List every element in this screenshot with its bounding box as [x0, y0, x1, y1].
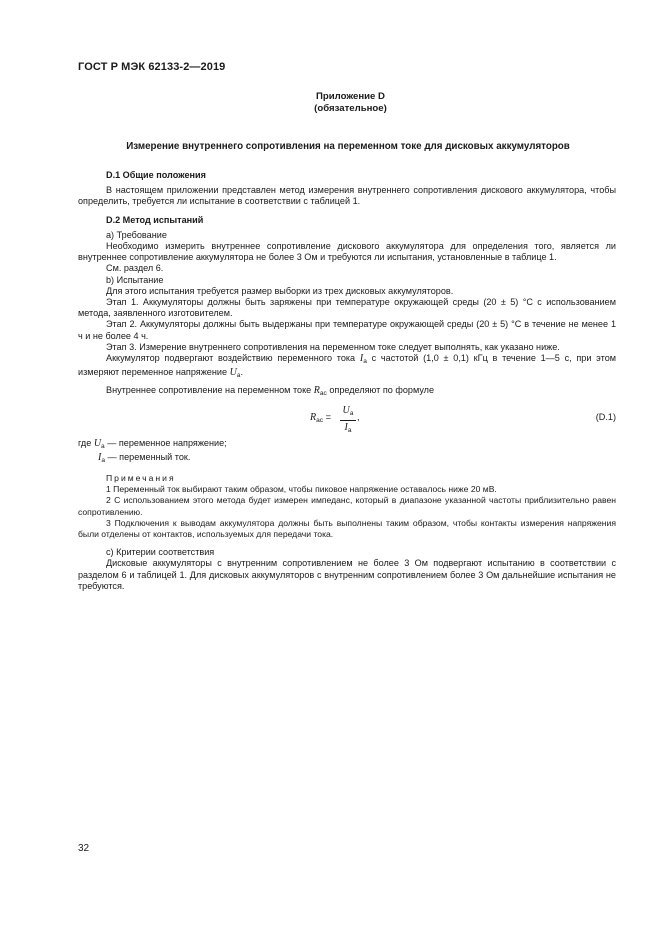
formula-intro: Внутреннее сопротивление на переменном токе $R_{ac}$ определяют по формуле — [106, 385, 435, 398]
document-body — [78, 170, 616, 592]
standard-header: ГОСТ Р МЭК 62133-2—2019 — [78, 61, 226, 73]
annex-status: (обязательное) — [314, 103, 387, 114]
formula-numerator: $U_a$ — [340, 404, 356, 421]
stage-3: Этап 3. Измерение внутреннего сопротивления на переменном токе следует выполнять, как указано ниже. — [106, 341, 560, 352]
annex-title: Приложение D — [316, 91, 385, 102]
item-b-text: Для этого испытания требуется размер выборки из трех дисковых аккумуляторов. — [106, 285, 454, 296]
section-d1-heading: D.1 Общие положения — [106, 170, 206, 180]
formula-lhs: $R_{ac}$ = — [310, 411, 332, 424]
page-number: 32 — [78, 843, 90, 854]
section-d1-text: В настоящем приложении представлен метод измерения внутреннего сопротивления дискового аккумулятора, чтобы определить, требуется ли испытание в соответствии с таблицей 1. — [78, 185, 616, 207]
apply-current-text: Аккумулятор подвергают воздействию переменного тока $I_a$ с частотой (1,0 ± 0,1) кГц в течение 1—5 с, при этом измеряют переменное напряжение $U_a$. — [78, 353, 616, 380]
formula-fraction — [340, 404, 356, 437]
where-u-line: где $U_a$ — переменное напряжение; — [78, 437, 227, 450]
notes-heading: Примечания — [106, 473, 176, 484]
item-a-text: Необходимо измерить внутреннее сопротивление дискового аккумулятора для определения того, является ли внутреннее сопротивление аккумулятора не более 3 Ом и требуются ли испытания, установленные в таблице 1. — [78, 241, 616, 263]
main-title: Измерение внутреннего сопротивления на переменном токе для дисковых аккумуляторов — [126, 141, 570, 152]
where-i-line: $I_a$ — переменный ток. — [98, 451, 191, 464]
formula-d1 — [78, 404, 616, 438]
item-a-heading: a) Требование — [106, 229, 167, 240]
item-b-heading: b) Испытание — [106, 274, 164, 285]
note-3: 3 Подключения к выводам аккумулятора должны быть выполнены таким образом, чтобы контакты измерения напряжения были отделены от контактов, используемых для передачи тока. — [78, 517, 616, 540]
item-a-ref: См. раздел 6. — [106, 263, 164, 274]
stage-2: Этап 2. Аккумуляторы должны быть выдержаны при температуре окружающей среды (20 ± 5) °С в течение не менее 1 ч и не более 4 ч. — [78, 319, 616, 341]
note-2: 2 С использованием этого метода будет измерен импеданс, который в диапазоне указанной частоты приблизительно равен сопротивлению. — [78, 495, 616, 517]
formula-comma: , — [357, 411, 360, 422]
equation-number: (D.1) — [595, 411, 616, 422]
stage-1: Этап 1. Аккумуляторы должны быть заряжены при температуре окружающей среды (20 ± 5) °С с использованием метода, заявленного изготовителем. — [78, 297, 616, 319]
item-c-heading: c) Критерии соответствия — [106, 547, 215, 558]
section-d2-heading: D.2 Метод испытаний — [106, 214, 204, 225]
item-c-text: Дисковые аккумуляторы с внутренним сопротивлением не более 3 Ом подвергают испытанию в соответствии с разделом 6 и таблицей 1. Для дисковых аккумуляторов с внутренним сопротивлением более 3 Ом дальнейшие испытания не требуются. — [78, 558, 616, 591]
note-1: 1 Переменный ток выбирают таким образом, чтобы пиковое напряжение оставалось ниже 20 мВ. — [106, 484, 497, 495]
formula-denominator: $I_a$ — [344, 421, 352, 434]
